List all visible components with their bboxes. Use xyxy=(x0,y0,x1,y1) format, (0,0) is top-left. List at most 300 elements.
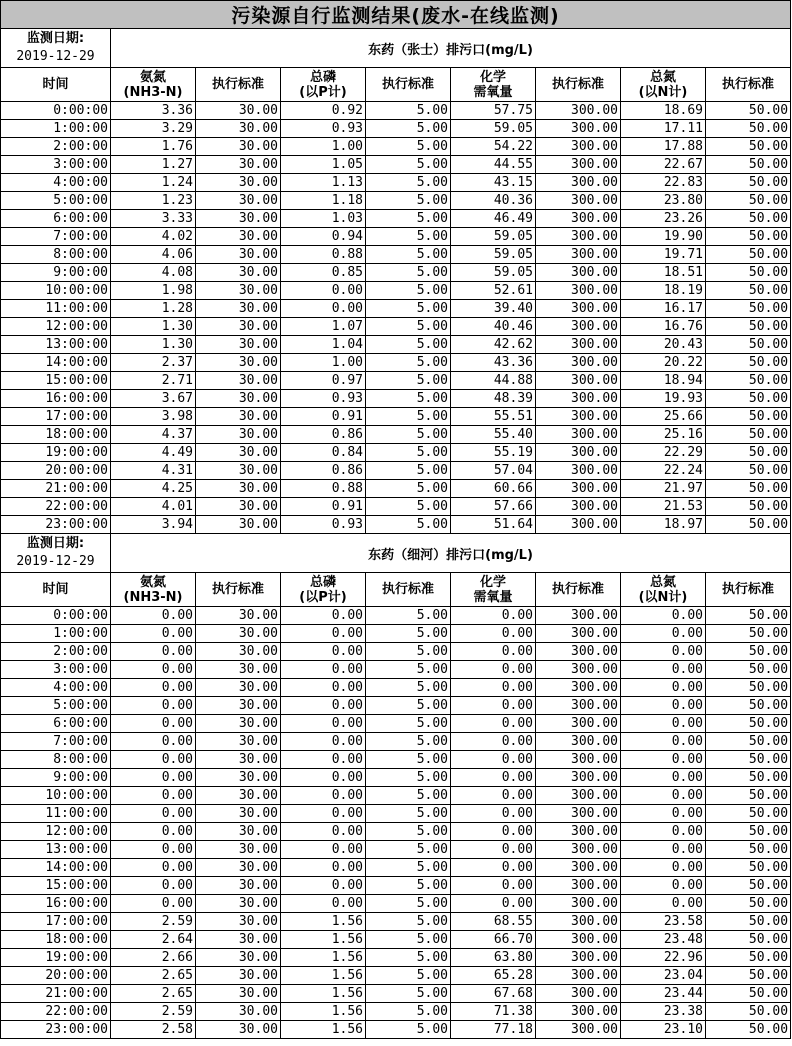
value-cell: 0.00 xyxy=(621,661,706,679)
time-cell: 12:00:00 xyxy=(1,823,111,841)
time-cell: 20:00:00 xyxy=(1,967,111,985)
table-row xyxy=(1,156,791,174)
value-cell: 0.00 xyxy=(451,769,536,787)
value-cell: 30.00 xyxy=(196,1003,281,1021)
value-cell: 30.00 xyxy=(196,625,281,643)
value-cell: 19.93 xyxy=(621,390,706,408)
table-row xyxy=(1,336,791,354)
table-row xyxy=(1,102,791,120)
value-cell: 50.00 xyxy=(706,408,791,426)
value-cell: 0.93 xyxy=(281,516,366,534)
value-cell: 0.00 xyxy=(451,715,536,733)
value-cell: 0.86 xyxy=(281,426,366,444)
time-cell: 15:00:00 xyxy=(1,877,111,895)
column-header-row xyxy=(1,68,791,102)
value-cell: 0.00 xyxy=(621,805,706,823)
monitoring-date-value: 2019-12-29 xyxy=(16,554,95,569)
value-cell: 300.00 xyxy=(536,174,621,192)
value-cell: 300.00 xyxy=(536,607,621,625)
value-cell: 0.00 xyxy=(621,715,706,733)
value-cell: 25.66 xyxy=(621,408,706,426)
value-cell: 300.00 xyxy=(536,156,621,174)
value-cell: 1.98 xyxy=(111,282,196,300)
value-cell: 23.58 xyxy=(621,913,706,931)
table-row xyxy=(1,228,791,246)
table-row xyxy=(1,769,791,787)
value-cell: 50.00 xyxy=(706,823,791,841)
value-cell: 0.00 xyxy=(111,625,196,643)
value-cell: 0.00 xyxy=(451,895,536,913)
value-cell: 0.00 xyxy=(111,697,196,715)
value-cell: 300.00 xyxy=(536,426,621,444)
value-cell: 55.19 xyxy=(451,444,536,462)
value-cell: 30.00 xyxy=(196,697,281,715)
value-cell: 0.00 xyxy=(621,823,706,841)
value-cell: 300.00 xyxy=(536,372,621,390)
value-cell: 23.48 xyxy=(621,931,706,949)
value-cell: 50.00 xyxy=(706,697,791,715)
table-row xyxy=(1,877,791,895)
value-cell: 52.61 xyxy=(451,282,536,300)
time-cell: 5:00:00 xyxy=(1,192,111,210)
outlet-name: 东药（张士）排污口(mg/L) xyxy=(111,29,791,68)
time-cell: 11:00:00 xyxy=(1,300,111,318)
time-cell: 8:00:00 xyxy=(1,246,111,264)
value-cell: 17.11 xyxy=(621,120,706,138)
value-cell: 30.00 xyxy=(196,643,281,661)
time-cell: 5:00:00 xyxy=(1,697,111,715)
value-cell: 0.00 xyxy=(451,823,536,841)
value-cell: 44.55 xyxy=(451,156,536,174)
time-cell: 19:00:00 xyxy=(1,444,111,462)
value-cell: 50.00 xyxy=(706,156,791,174)
value-cell: 5.00 xyxy=(366,372,451,390)
value-cell: 23.26 xyxy=(621,210,706,228)
value-cell: 5.00 xyxy=(366,805,451,823)
value-cell: 300.00 xyxy=(536,733,621,751)
value-cell: 30.00 xyxy=(196,679,281,697)
value-cell: 30.00 xyxy=(196,733,281,751)
time-cell: 9:00:00 xyxy=(1,264,111,282)
value-cell: 0.00 xyxy=(451,859,536,877)
value-cell: 4.31 xyxy=(111,462,196,480)
value-cell: 30.00 xyxy=(196,877,281,895)
value-cell: 300.00 xyxy=(536,769,621,787)
value-cell: 25.16 xyxy=(621,426,706,444)
value-cell: 19.90 xyxy=(621,228,706,246)
value-cell: 50.00 xyxy=(706,264,791,282)
value-cell: 0.00 xyxy=(281,895,366,913)
time-cell: 21:00:00 xyxy=(1,480,111,498)
value-cell: 0.00 xyxy=(111,751,196,769)
value-cell: 0.00 xyxy=(281,733,366,751)
value-cell: 5.00 xyxy=(366,661,451,679)
value-cell: 300.00 xyxy=(536,210,621,228)
value-cell: 50.00 xyxy=(706,805,791,823)
value-cell: 0.88 xyxy=(281,480,366,498)
value-cell: 50.00 xyxy=(706,931,791,949)
value-cell: 5.00 xyxy=(366,1003,451,1021)
value-cell: 5.00 xyxy=(366,949,451,967)
value-cell: 30.00 xyxy=(196,390,281,408)
value-cell: 50.00 xyxy=(706,841,791,859)
time-cell: 1:00:00 xyxy=(1,625,111,643)
table-row xyxy=(1,931,791,949)
value-cell: 1.56 xyxy=(281,967,366,985)
value-cell: 46.49 xyxy=(451,210,536,228)
value-cell: 300.00 xyxy=(536,192,621,210)
value-cell: 5.00 xyxy=(366,769,451,787)
table-row xyxy=(1,210,791,228)
value-cell: 0.00 xyxy=(281,625,366,643)
value-cell: 57.66 xyxy=(451,498,536,516)
column-header: 总氮 (以N计) xyxy=(621,68,706,102)
value-cell: 30.00 xyxy=(196,1021,281,1039)
value-cell: 0.00 xyxy=(111,895,196,913)
time-cell: 7:00:00 xyxy=(1,733,111,751)
value-cell: 50.00 xyxy=(706,877,791,895)
table-row xyxy=(1,895,791,913)
value-cell: 17.88 xyxy=(621,138,706,156)
value-cell: 0.00 xyxy=(111,661,196,679)
time-cell: 4:00:00 xyxy=(1,679,111,697)
value-cell: 5.00 xyxy=(366,120,451,138)
value-cell: 50.00 xyxy=(706,913,791,931)
value-cell: 5.00 xyxy=(366,264,451,282)
value-cell: 0.00 xyxy=(621,607,706,625)
value-cell: 5.00 xyxy=(366,715,451,733)
time-cell: 0:00:00 xyxy=(1,102,111,120)
value-cell: 0.00 xyxy=(451,733,536,751)
value-cell: 40.46 xyxy=(451,318,536,336)
value-cell: 5.00 xyxy=(366,1021,451,1039)
value-cell: 0.00 xyxy=(281,751,366,769)
value-cell: 50.00 xyxy=(706,354,791,372)
value-cell: 50.00 xyxy=(706,787,791,805)
time-cell: 22:00:00 xyxy=(1,498,111,516)
value-cell: 2.66 xyxy=(111,949,196,967)
value-cell: 300.00 xyxy=(536,354,621,372)
time-cell: 18:00:00 xyxy=(1,931,111,949)
value-cell: 4.08 xyxy=(111,264,196,282)
value-cell: 1.28 xyxy=(111,300,196,318)
value-cell: 0.00 xyxy=(111,787,196,805)
monitoring-date-value: 2019-12-29 xyxy=(16,49,95,64)
column-header: 总磷 (以P计) xyxy=(281,573,366,607)
value-cell: 55.51 xyxy=(451,408,536,426)
value-cell: 67.68 xyxy=(451,985,536,1003)
value-cell: 30.00 xyxy=(196,336,281,354)
value-cell: 44.88 xyxy=(451,372,536,390)
value-cell: 5.00 xyxy=(366,354,451,372)
value-cell: 5.00 xyxy=(366,246,451,264)
table-row xyxy=(1,607,791,625)
value-cell: 30.00 xyxy=(196,354,281,372)
value-cell: 0.00 xyxy=(621,769,706,787)
value-cell: 30.00 xyxy=(196,805,281,823)
column-header: 执行标准 xyxy=(536,68,621,102)
value-cell: 50.00 xyxy=(706,336,791,354)
table-row xyxy=(1,246,791,264)
value-cell: 5.00 xyxy=(366,516,451,534)
value-cell: 2.37 xyxy=(111,354,196,372)
value-cell: 300.00 xyxy=(536,282,621,300)
title-row xyxy=(1,1,791,29)
value-cell: 3.98 xyxy=(111,408,196,426)
table-row xyxy=(1,444,791,462)
value-cell: 0.84 xyxy=(281,444,366,462)
value-cell: 50.00 xyxy=(706,120,791,138)
value-cell: 0.00 xyxy=(621,679,706,697)
value-cell: 5.00 xyxy=(366,859,451,877)
value-cell: 300.00 xyxy=(536,643,621,661)
value-cell: 0.00 xyxy=(451,625,536,643)
value-cell: 300.00 xyxy=(536,913,621,931)
value-cell: 50.00 xyxy=(706,859,791,877)
value-cell: 300.00 xyxy=(536,895,621,913)
value-cell: 0.00 xyxy=(111,823,196,841)
value-cell: 50.00 xyxy=(706,949,791,967)
value-cell: 60.66 xyxy=(451,480,536,498)
value-cell: 50.00 xyxy=(706,426,791,444)
value-cell: 50.00 xyxy=(706,733,791,751)
value-cell: 66.70 xyxy=(451,931,536,949)
value-cell: 5.00 xyxy=(366,967,451,985)
value-cell: 50.00 xyxy=(706,607,791,625)
table-row xyxy=(1,859,791,877)
value-cell: 30.00 xyxy=(196,192,281,210)
table-row xyxy=(1,679,791,697)
value-cell: 0.00 xyxy=(111,769,196,787)
value-cell: 1.23 xyxy=(111,192,196,210)
column-header: 总磷 (以P计) xyxy=(281,68,366,102)
value-cell: 50.00 xyxy=(706,210,791,228)
table-row xyxy=(1,120,791,138)
value-cell: 1.30 xyxy=(111,336,196,354)
value-cell: 5.00 xyxy=(366,408,451,426)
value-cell: 0.00 xyxy=(281,859,366,877)
value-cell: 1.00 xyxy=(281,354,366,372)
value-cell: 1.56 xyxy=(281,931,366,949)
value-cell: 71.38 xyxy=(451,1003,536,1021)
value-cell: 1.76 xyxy=(111,138,196,156)
value-cell: 0.00 xyxy=(111,715,196,733)
value-cell: 50.00 xyxy=(706,967,791,985)
value-cell: 0.00 xyxy=(111,859,196,877)
value-cell: 5.00 xyxy=(366,462,451,480)
table-row xyxy=(1,913,791,931)
table-row xyxy=(1,498,791,516)
value-cell: 5.00 xyxy=(366,895,451,913)
time-cell: 1:00:00 xyxy=(1,120,111,138)
value-cell: 30.00 xyxy=(196,985,281,1003)
value-cell: 0.00 xyxy=(111,877,196,895)
time-cell: 6:00:00 xyxy=(1,715,111,733)
value-cell: 0.86 xyxy=(281,462,366,480)
value-cell: 30.00 xyxy=(196,967,281,985)
table-row xyxy=(1,661,791,679)
value-cell: 0.00 xyxy=(111,643,196,661)
table-row xyxy=(1,264,791,282)
value-cell: 1.24 xyxy=(111,174,196,192)
value-cell: 5.00 xyxy=(366,426,451,444)
value-cell: 0.00 xyxy=(281,715,366,733)
value-cell: 43.15 xyxy=(451,174,536,192)
value-cell: 30.00 xyxy=(196,372,281,390)
value-cell: 0.00 xyxy=(281,607,366,625)
value-cell: 22.67 xyxy=(621,156,706,174)
value-cell: 30.00 xyxy=(196,823,281,841)
value-cell: 0.00 xyxy=(281,661,366,679)
value-cell: 5.00 xyxy=(366,480,451,498)
value-cell: 16.17 xyxy=(621,300,706,318)
value-cell: 18.94 xyxy=(621,372,706,390)
table-row xyxy=(1,949,791,967)
value-cell: 57.04 xyxy=(451,462,536,480)
value-cell: 2.59 xyxy=(111,1003,196,1021)
time-cell: 10:00:00 xyxy=(1,282,111,300)
monitoring-date-label: 监测日期: xyxy=(26,31,85,46)
table-row xyxy=(1,192,791,210)
time-cell: 16:00:00 xyxy=(1,895,111,913)
value-cell: 0.00 xyxy=(281,769,366,787)
time-cell: 22:00:00 xyxy=(1,1003,111,1021)
value-cell: 0.00 xyxy=(451,607,536,625)
value-cell: 3.36 xyxy=(111,102,196,120)
time-cell: 17:00:00 xyxy=(1,913,111,931)
value-cell: 0.93 xyxy=(281,120,366,138)
value-cell: 0.00 xyxy=(621,733,706,751)
time-cell: 19:00:00 xyxy=(1,949,111,967)
table-row xyxy=(1,625,791,643)
time-cell: 11:00:00 xyxy=(1,805,111,823)
section-info-row xyxy=(1,29,791,68)
time-cell: 21:00:00 xyxy=(1,985,111,1003)
value-cell: 300.00 xyxy=(536,877,621,895)
value-cell: 20.43 xyxy=(621,336,706,354)
table-row xyxy=(1,805,791,823)
value-cell: 0.00 xyxy=(281,300,366,318)
value-cell: 4.49 xyxy=(111,444,196,462)
value-cell: 30.00 xyxy=(196,949,281,967)
value-cell: 1.56 xyxy=(281,913,366,931)
value-cell: 300.00 xyxy=(536,120,621,138)
value-cell: 0.00 xyxy=(281,643,366,661)
value-cell: 0.00 xyxy=(451,697,536,715)
column-header: 执行标准 xyxy=(706,68,791,102)
value-cell: 30.00 xyxy=(196,516,281,534)
value-cell: 0.00 xyxy=(621,895,706,913)
value-cell: 300.00 xyxy=(536,390,621,408)
value-cell: 3.29 xyxy=(111,120,196,138)
value-cell: 0.00 xyxy=(281,823,366,841)
value-cell: 21.97 xyxy=(621,480,706,498)
value-cell: 43.36 xyxy=(451,354,536,372)
value-cell: 0.00 xyxy=(451,661,536,679)
value-cell: 50.00 xyxy=(706,138,791,156)
table-row xyxy=(1,174,791,192)
value-cell: 0.00 xyxy=(281,282,366,300)
value-cell: 0.00 xyxy=(111,607,196,625)
value-cell: 50.00 xyxy=(706,300,791,318)
value-cell: 50.00 xyxy=(706,102,791,120)
value-cell: 5.00 xyxy=(366,282,451,300)
value-cell: 0.00 xyxy=(451,877,536,895)
time-cell: 12:00:00 xyxy=(1,318,111,336)
value-cell: 0.91 xyxy=(281,498,366,516)
table-row xyxy=(1,1003,791,1021)
table-row xyxy=(1,1021,791,1039)
column-header: 氨氮 (NH3-N) xyxy=(111,68,196,102)
value-cell: 300.00 xyxy=(536,805,621,823)
value-cell: 23.44 xyxy=(621,985,706,1003)
time-cell: 23:00:00 xyxy=(1,516,111,534)
table-row xyxy=(1,372,791,390)
value-cell: 300.00 xyxy=(536,336,621,354)
value-cell: 50.00 xyxy=(706,679,791,697)
column-header: 执行标准 xyxy=(536,573,621,607)
value-cell: 2.71 xyxy=(111,372,196,390)
value-cell: 1.56 xyxy=(281,949,366,967)
column-header: 执行标准 xyxy=(706,573,791,607)
value-cell: 0.00 xyxy=(281,679,366,697)
value-cell: 0.00 xyxy=(281,805,366,823)
value-cell: 18.51 xyxy=(621,264,706,282)
value-cell: 55.40 xyxy=(451,426,536,444)
value-cell: 30.00 xyxy=(196,138,281,156)
value-cell: 1.56 xyxy=(281,985,366,1003)
value-cell: 50.00 xyxy=(706,318,791,336)
value-cell: 50.00 xyxy=(706,372,791,390)
value-cell: 1.13 xyxy=(281,174,366,192)
time-cell: 18:00:00 xyxy=(1,426,111,444)
time-cell: 9:00:00 xyxy=(1,769,111,787)
time-cell: 16:00:00 xyxy=(1,390,111,408)
value-cell: 2.64 xyxy=(111,931,196,949)
column-header-row xyxy=(1,573,791,607)
value-cell: 50.00 xyxy=(706,516,791,534)
monitoring-date-cell xyxy=(1,534,111,573)
value-cell: 0.00 xyxy=(451,841,536,859)
value-cell: 30.00 xyxy=(196,751,281,769)
value-cell: 30.00 xyxy=(196,913,281,931)
value-cell: 54.22 xyxy=(451,138,536,156)
value-cell: 30.00 xyxy=(196,102,281,120)
value-cell: 18.19 xyxy=(621,282,706,300)
value-cell: 0.00 xyxy=(451,751,536,769)
value-cell: 5.00 xyxy=(366,823,451,841)
value-cell: 300.00 xyxy=(536,823,621,841)
time-cell: 8:00:00 xyxy=(1,751,111,769)
value-cell: 59.05 xyxy=(451,246,536,264)
value-cell: 1.18 xyxy=(281,192,366,210)
value-cell: 5.00 xyxy=(366,156,451,174)
time-cell: 3:00:00 xyxy=(1,661,111,679)
value-cell: 68.55 xyxy=(451,913,536,931)
value-cell: 5.00 xyxy=(366,625,451,643)
value-cell: 18.97 xyxy=(621,516,706,534)
value-cell: 50.00 xyxy=(706,1003,791,1021)
value-cell: 300.00 xyxy=(536,516,621,534)
monitoring-date-label: 监测日期: xyxy=(26,536,85,551)
value-cell: 0.00 xyxy=(111,841,196,859)
column-header: 执行标准 xyxy=(196,68,281,102)
table-row xyxy=(1,282,791,300)
table-row xyxy=(1,643,791,661)
value-cell: 30.00 xyxy=(196,715,281,733)
value-cell: 50.00 xyxy=(706,390,791,408)
value-cell: 0.91 xyxy=(281,408,366,426)
